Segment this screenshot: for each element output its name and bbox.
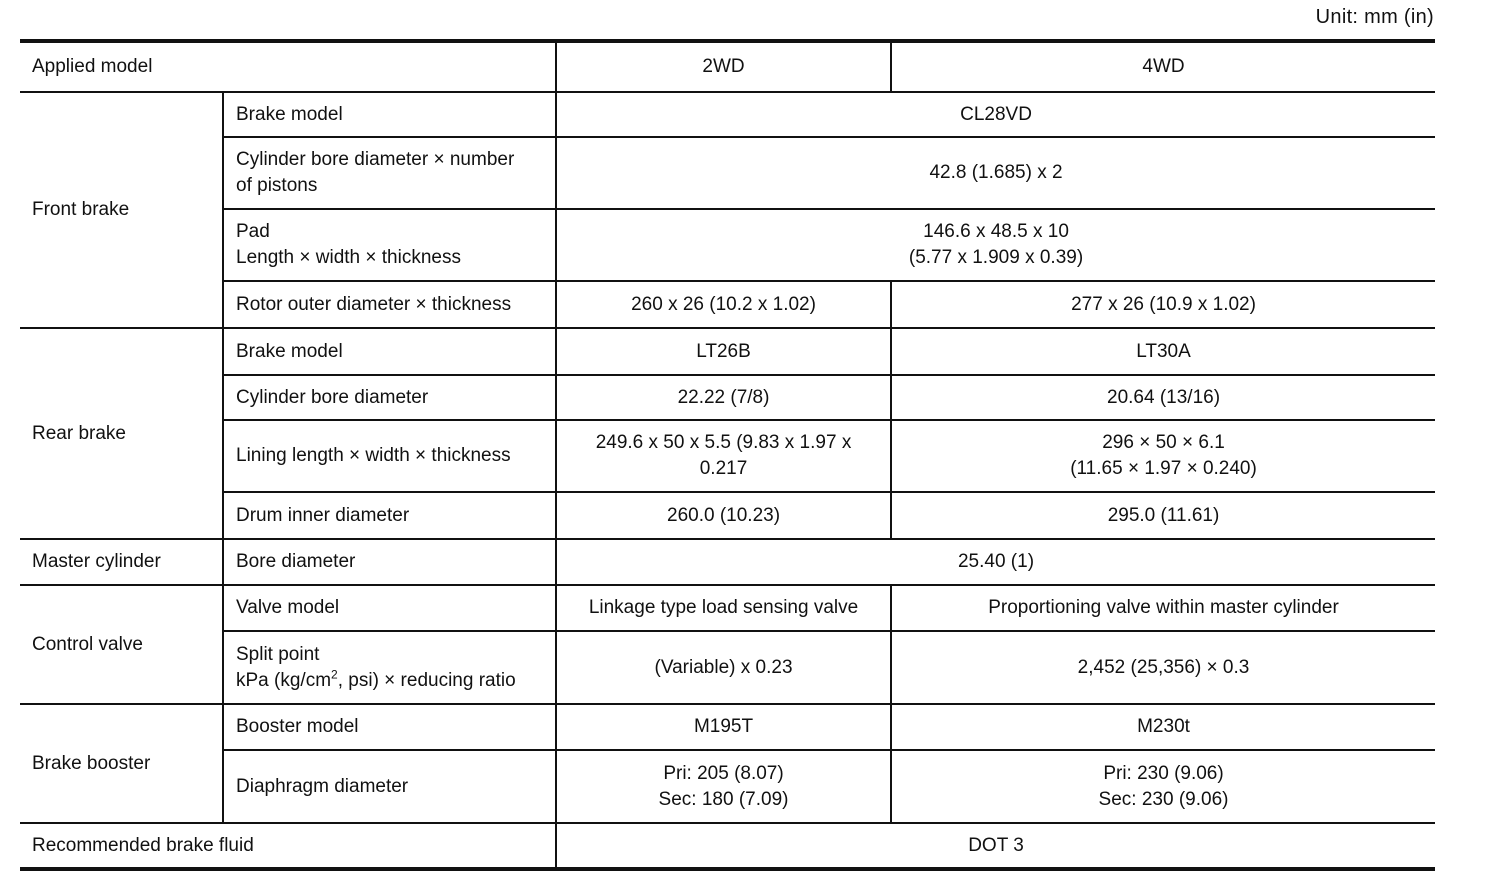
item-label: Diaphragm diameter	[223, 750, 556, 823]
value-cell-4wd	[891, 420, 1435, 492]
table-row	[20, 631, 1435, 704]
item-label-line: Cylinder bore diameter × number	[236, 149, 515, 170]
value-cell-2wd: (Variable) x 0.23	[556, 631, 891, 704]
value-cell-4wd	[891, 750, 1435, 823]
value-line: 146.6 x 48.5 x 10	[923, 221, 1069, 242]
item-label: Lining length × width × thickness	[223, 420, 556, 492]
group-front-brake: Front brake	[20, 92, 223, 328]
group-control-valve: Control valve	[20, 585, 223, 704]
table-row	[20, 492, 1435, 539]
value-line: Sec: 230 (9.06)	[1098, 788, 1229, 810]
item-label-line: Split point	[236, 643, 320, 665]
value-cell-2wd: M195T	[556, 704, 891, 750]
col-2wd-header: 2WD	[556, 41, 891, 92]
item-label-line: of pistons	[236, 175, 318, 196]
value-cell-2wd: LT26B	[556, 328, 891, 375]
table-row	[20, 704, 1435, 750]
table-row	[20, 92, 1435, 137]
value-cell-2wd: Linkage type load sensing valve	[556, 585, 891, 631]
label-text: kPa (kg/cm	[236, 669, 332, 691]
item-label-line	[236, 668, 543, 694]
value-cell-4wd: 20.64 (13/16)	[891, 375, 1435, 420]
item-label: Brake model	[223, 328, 556, 375]
table-row	[20, 137, 1435, 209]
table-row	[20, 420, 1435, 492]
value-cell: 42.8 (1.685) x 2	[556, 137, 1435, 209]
value-line: 0.217	[699, 458, 748, 479]
group-rear-brake: Rear brake	[20, 328, 223, 539]
superscript: 2	[331, 667, 338, 682]
brake-fluid-label: Recommended brake fluid	[20, 823, 556, 869]
header-row	[20, 41, 1435, 92]
item-label: Drum inner diameter	[223, 492, 556, 539]
item-label	[223, 631, 556, 704]
unit-label: Unit: mm (in)	[1315, 6, 1434, 28]
item-label: Brake model	[223, 92, 556, 137]
value-line: (11.65 × 1.97 × 0.240)	[1070, 458, 1257, 479]
group-master-cylinder: Master cylinder	[20, 539, 223, 585]
item-label	[223, 137, 556, 209]
value-cell-4wd: Proportioning valve within master cylinder	[891, 585, 1435, 631]
value-line: Sec: 180 (7.09)	[658, 788, 789, 810]
value-line: Pri: 230 (9.06)	[1103, 762, 1224, 784]
value-line: 296 × 50 × 6.1	[1102, 432, 1225, 453]
item-label: Cylinder bore diameter	[223, 375, 556, 420]
value-cell-4wd: LT30A	[891, 328, 1435, 375]
item-label-line: Length × width × thickness	[236, 247, 461, 268]
item-label: Booster model	[223, 704, 556, 750]
value-cell-2wd	[556, 750, 891, 823]
table-row	[20, 209, 1435, 281]
value-cell-4wd: 2,452 (25,356) × 0.3	[891, 631, 1435, 704]
item-label: Valve model	[223, 585, 556, 631]
value-line: (5.77 x 1.909 x 0.39)	[908, 247, 1084, 268]
item-label	[223, 209, 556, 281]
value-cell-4wd: 295.0 (11.61)	[891, 492, 1435, 539]
brake-spec-table	[20, 39, 1435, 871]
table-row	[20, 375, 1435, 420]
value-cell: 25.40 (1)	[556, 539, 1435, 585]
value-cell: CL28VD	[556, 92, 1435, 137]
col-4wd-header: 4WD	[1142, 56, 1185, 77]
table-row	[20, 539, 1435, 585]
table-row	[20, 585, 1435, 631]
value-cell-2wd: 260.0 (10.23)	[556, 492, 891, 539]
table-row	[20, 328, 1435, 375]
value-cell-2wd: 260 x 26 (10.2 x 1.02)	[556, 281, 891, 328]
value-cell-4wd: 277 x 26 (10.9 x 1.02)	[891, 281, 1435, 328]
applied-model-header: Applied model	[20, 41, 556, 92]
value-line: 249.6 x 50 x 5.5 (9.83 x 1.97 x	[595, 432, 852, 453]
table-row	[20, 750, 1435, 823]
value-cell	[556, 209, 1435, 281]
table-row	[20, 823, 1435, 869]
value-cell: DOT 3	[556, 823, 1435, 869]
value-cell-2wd: 22.22 (7/8)	[556, 375, 891, 420]
value-cell-2wd	[556, 420, 891, 492]
value-cell-4wd: M230t	[891, 704, 1435, 750]
table-row	[20, 281, 1435, 328]
item-label: Rotor outer diameter × thickness	[223, 281, 556, 328]
item-label-line: Pad	[236, 221, 270, 242]
group-brake-booster: Brake booster	[20, 704, 223, 823]
label-text: , psi) × reducing ratio	[337, 669, 516, 691]
item-label: Bore diameter	[223, 539, 556, 585]
value-line: Pri: 205 (8.07)	[663, 762, 784, 784]
